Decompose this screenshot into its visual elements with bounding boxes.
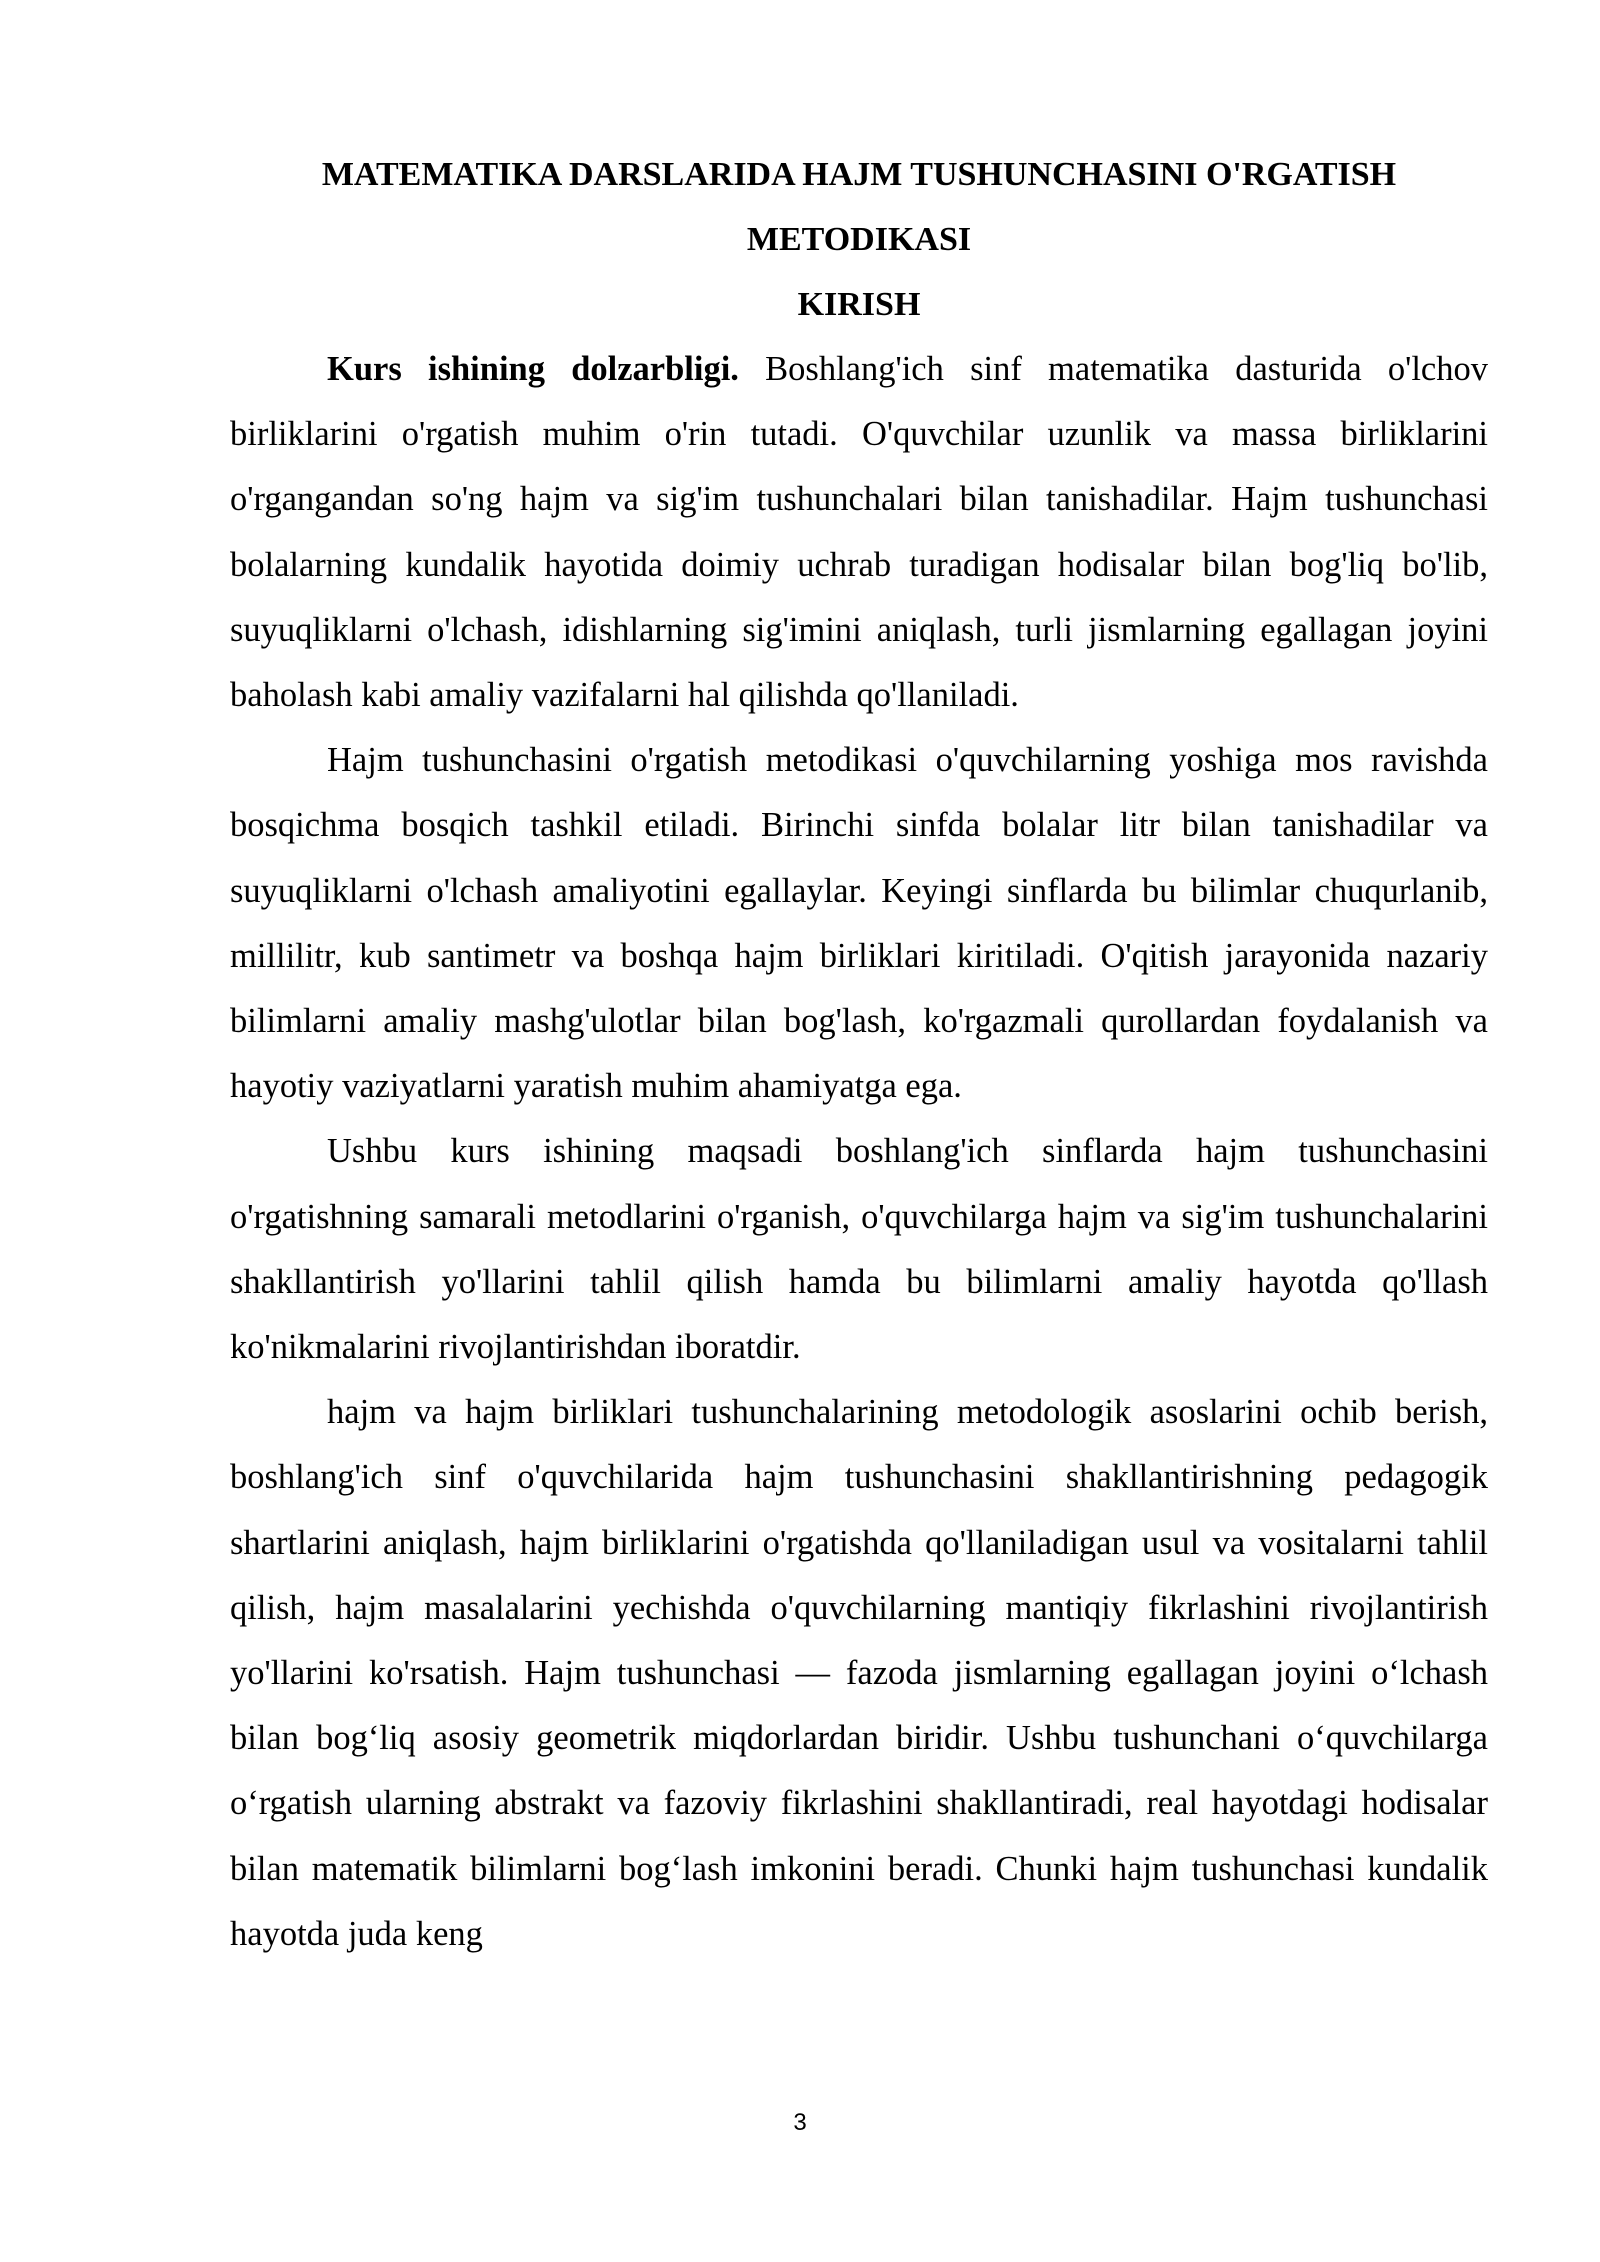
page-number: 3 (793, 2109, 807, 2136)
paragraph-relevance (230, 337, 1488, 728)
paragraph-methodology: Hajm tushunchasini o'rgatish metodikasi o'quvchilarning yoshiga mos ravishda bosqichma bosqich tashkil etiladi. Birinchi sinfda bolalar litr bilan tanishadilar va suyuqliklarni o'lchash amaliyotini egallaylar. Keyingi sinflarda bu bilimlar chuqurlanib, millilitr, kub santimetr va boshqa hajm birliklari kiritiladi. O'qitish jarayonida nazariy bilimlarni amaliy mashg'ulotlar bilan bog'lash, ko'rgazmali qurollardan foydalanish va hayotiy vaziyatlarni yaratish muhim ahamiyatga ega. (230, 741, 1488, 1106)
page-content (230, 142, 1488, 1967)
document-title: MATEMATIKA DARSLARIDA HAJM TUSHUNCHASINI O'RGATISH METODIKASI (321, 156, 1397, 258)
paragraph-goal: Ushbu kurs ishining maqsadi boshlang'ich sinflarda hajm tushunchasini o'rgatishning samarali metodlarini o'rganish, o'quvchilarga hajm va sig'im tushunchalarini shakllantirish yo'llarini tahlil qilish hamda bu bilimlarni amaliy hayotda qo'llash ko'nikmalarini rivojlantirishdan iboratdir. (230, 1132, 1488, 1367)
paragraph-lead: Kurs ishining dolzarbligi. (327, 350, 739, 388)
paragraph-text: Boshlang'ich sinf matematika dasturida o'lchov birliklarini o'rgatish muhim o'rin tutadi. O'quvchilar uzunlik va massa birliklarini o'rgangandan so'ng hajm va sig'im tushunchalari bilan tanishadilar. Hajm tushunchasi bolalarning kundalik hayotida doimiy uchrab turadigan hodisalar bilan bog'liq bo'lib, suyuqliklarni o'lchash, idishlarning sig'imini aniqlash, turli jismlarning egallagan joyini baholash kabi amaliy vazifalarni hal qilishda qo'llaniladi. (230, 350, 1488, 715)
section-heading: KIRISH (797, 286, 921, 323)
paragraph-tasks: hajm va hajm birliklari tushunchalarining metodologik asoslarini ochib berish, boshlang'ich sinf o'quvchilarida hajm tushunchasini shakllantirishning pedagogik shartlarini aniqlash, hajm birliklarini o'rgatishda qo'llaniladigan usul va vositalarni tahlil qilish, hajm masalalarini yechishda o'quvchilarning mantiqiy fikrlashini rivojlantirish yo'llarini ko'rsatish. Hajm tushunchasi — fazoda jismlarning egallagan joyini o‘lchash bilan bog‘liq asosiy geometrik miqdorlardan biridir. Ushbu tushunchani o‘quvchilarga o‘rgatish ularning abstrakt va fazoviy fikrlashini shakllantiradi, real hayotdagi hodisalar bilan matematik bilimlarni bog‘lash imkonini beradi. Chunki hajm tushunchasi kundalik hayotda juda keng (230, 1393, 1488, 1953)
